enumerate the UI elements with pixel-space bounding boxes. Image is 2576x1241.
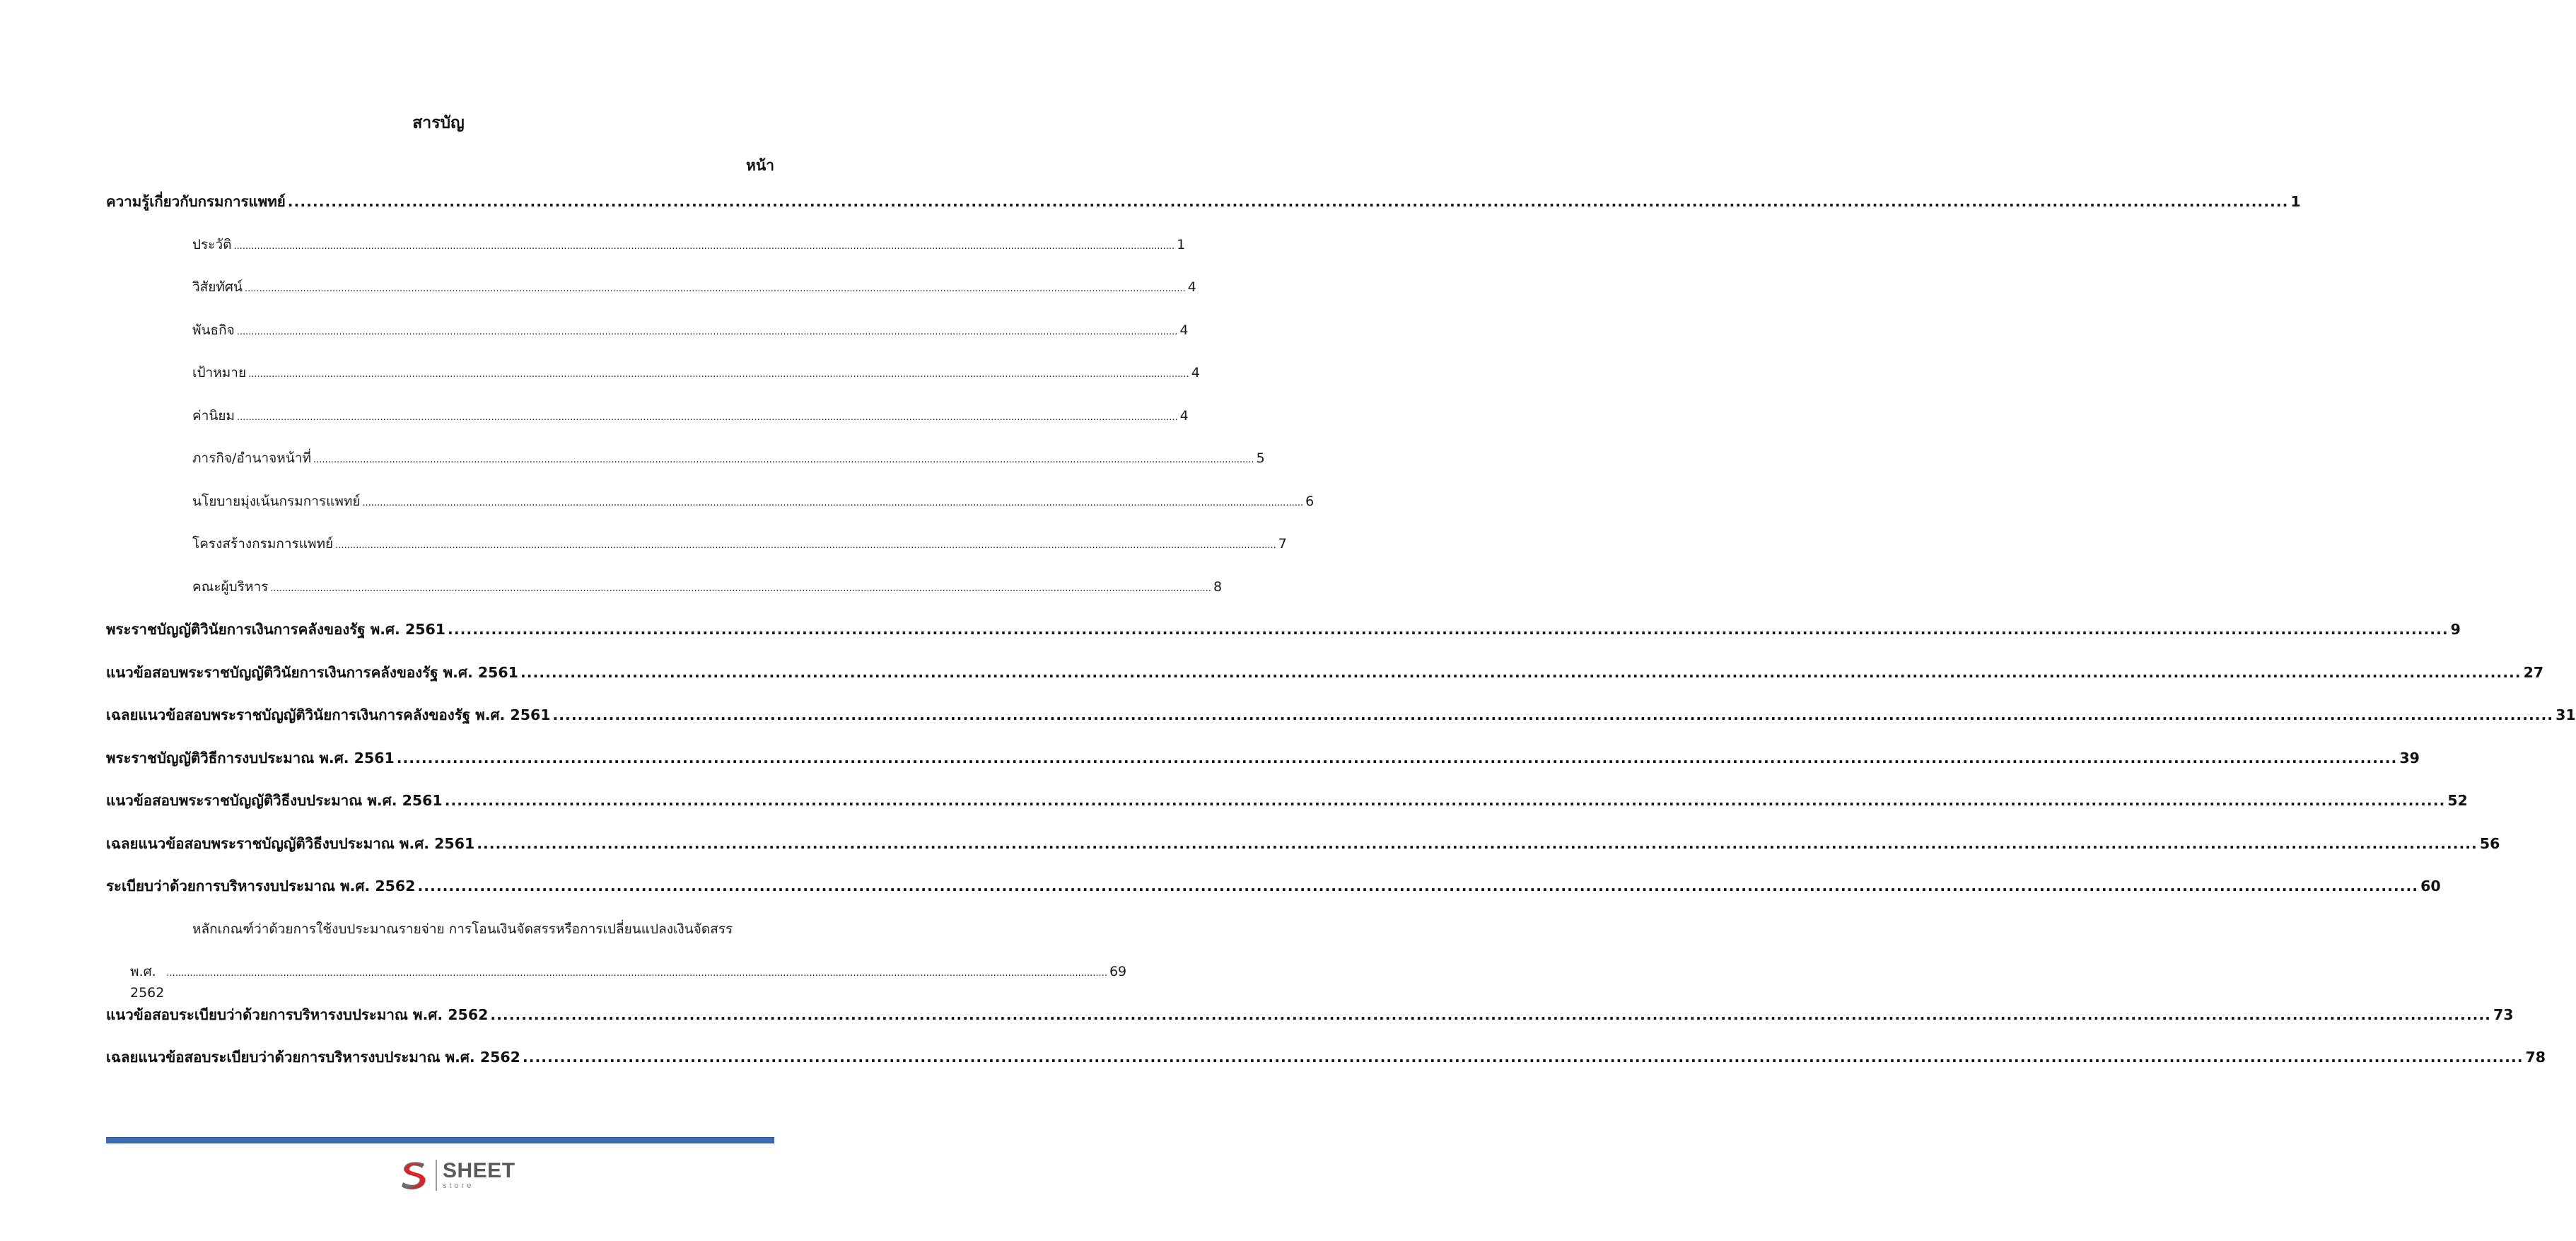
toc-entry[interactable] (106, 704, 2576, 747)
toc-entry-label-line2: พ.ศ. 2562 (130, 964, 165, 1001)
sheet-store-logo-icon (397, 1158, 431, 1192)
toc-subentry-wrapped[interactable] (106, 919, 1127, 1004)
toc-entry[interactable] (106, 662, 2544, 705)
toc-entry-page: 1 (1177, 236, 1186, 252)
toc-entry-label: วิสัยทัศน์ (192, 279, 243, 295)
toc-entry-label: ค่านิยม (192, 407, 235, 424)
toc-entry-page: 4 (1179, 322, 1189, 338)
toc-entry[interactable] (106, 191, 2301, 234)
dot-leader: .................................................................................................................................................................................................................................................................................................................................. (362, 497, 1304, 508)
toc-entry-label: พระราชบัญญัติวินัยการเงินการคลังของรัฐ พ.ศ. 2561 (106, 621, 446, 638)
dot-leader: .................................................................................................................................................................................................................................................................................................................................. (313, 455, 1254, 465)
table-of-contents (106, 191, 2576, 1090)
toc-subentry[interactable] (106, 362, 1200, 405)
toc-entry-label: คณะผู้บริหาร (192, 578, 269, 595)
toc-entry-label: พระราชบัญญัติวิธีการงบประมาณ พ.ศ. 2561 (106, 749, 395, 767)
toc-entry[interactable] (106, 1004, 2514, 1047)
toc-entry-page: 56 (2479, 834, 2500, 852)
toc-entry-page: 73 (2493, 1006, 2514, 1023)
dot-leader: .................................................................................................................................................................................................................................................................................................................................. (396, 749, 2398, 767)
toc-entry-page: 7 (1278, 536, 1287, 552)
dot-leader: .................................................................................................................................................................................................................................................................................................................................. (520, 663, 2522, 681)
toc-entry[interactable] (106, 747, 2420, 791)
page-title: สารบัญ (412, 114, 465, 132)
toc-entry-page: 78 (2525, 1049, 2546, 1066)
toc-entry-label: แนวข้อสอบพระราชบัญญัติวิธีงบประมาณ พ.ศ. 2561 (106, 792, 443, 809)
toc-subentry[interactable] (106, 320, 1189, 363)
toc-entry-page: 52 (2447, 792, 2468, 809)
footer-divider (106, 1137, 774, 1143)
logo-main-text: SHEET (443, 1159, 515, 1182)
dot-leader: .................................................................................................................................................................................................................................................................................................................................. (166, 968, 1107, 979)
toc-entry-label-line1: หลักเกณฑ์ว่าด้วยการใช้งบประมาณรายจ่าย การโอนเงินจัดสรรหรือการเปลี่ยนแปลงเงินจัดสรร (192, 921, 733, 937)
toc-entry-page: 5 (1256, 450, 1265, 466)
dot-leader: .................................................................................................................................................................................................................................................................................................................................. (552, 706, 2554, 723)
toc-entry-label: พันธกิจ (192, 322, 235, 338)
toc-entry-label: ระเบียบว่าด้วยการบริหารงบประมาณ พ.ศ. 2562 (106, 878, 416, 895)
dot-leader: .................................................................................................................................................................................................................................................................................................................................. (233, 240, 1175, 252)
toc-entry-page: 9 (2450, 621, 2461, 638)
toc-entry-page: 60 (2420, 878, 2441, 895)
logo-separator (436, 1160, 437, 1191)
toc-subentry[interactable] (106, 576, 1223, 619)
logo-wordmark (443, 1160, 515, 1190)
toc-entry[interactable] (106, 875, 2441, 919)
dot-leader: .................................................................................................................................................................................................................................................................................................................................. (477, 834, 2478, 852)
dot-leader: .................................................................................................................................................................................................................................................................................................................................. (444, 792, 2446, 809)
toc-entry-label: แนวข้อสอบระเบียบว่าด้วยการบริหารงบประมาณ พ.ศ. 2562 (106, 1006, 489, 1023)
toc-subentry[interactable] (106, 276, 1196, 320)
dot-leader: .................................................................................................................................................................................................................................................................................................................................. (270, 583, 1211, 594)
toc-entry-page: 6 (1305, 493, 1315, 509)
toc-entry[interactable] (106, 790, 2468, 833)
dot-leader: .................................................................................................................................................................................................................................................................................................................................. (417, 878, 2419, 895)
toc-entry-label: ความรู้เกี่ยวกับกรมการแพทย์ (106, 193, 286, 210)
dot-leader: .................................................................................................................................................................................................................................................................................................................................. (490, 1006, 2491, 1023)
toc-entry-label: นโยบายมุ่งเน้นกรมการแพทย์ (192, 493, 361, 509)
toc-entry-page: 1 (2290, 193, 2301, 210)
toc-subentry[interactable] (106, 234, 1186, 277)
toc-entry-label: เป้าหมาย (192, 365, 247, 380)
toc-entry-page: 31 (2555, 706, 2576, 723)
toc-subentry[interactable] (106, 405, 1189, 448)
dot-leader: .................................................................................................................................................................................................................................................................................................................................. (244, 284, 1186, 294)
toc-entry[interactable] (106, 833, 2500, 876)
dot-leader: .................................................................................................................................................................................................................................................................................................................................. (448, 621, 2449, 638)
toc-subentry[interactable] (106, 491, 1315, 534)
toc-entry[interactable] (106, 1047, 2546, 1090)
toc-entry-page: 4 (1187, 279, 1196, 295)
dot-leader: .................................................................................................................................................................................................................................................................................................................................. (237, 412, 1178, 423)
dot-leader: .................................................................................................................................................................................................................................................................................................................................. (335, 540, 1276, 551)
toc-entry-page: 39 (2399, 749, 2420, 767)
toc-entry-line2 (106, 961, 1127, 1004)
logo-sub-text: store (443, 1182, 474, 1190)
toc-entry-label: แนวข้อสอบพระราชบัญญัติวินัยการเงินการคลังของรัฐ พ.ศ. 2561 (106, 663, 518, 681)
toc-entry-page: 69 (1109, 964, 1127, 979)
dot-leader: .................................................................................................................................................................................................................................................................................................................................. (287, 193, 2289, 210)
toc-entry-label: ภารกิจ/อำนาจหน้าที่ (192, 450, 312, 466)
toc-subentry[interactable] (106, 448, 1265, 491)
toc-entry-label: เฉลยแนวข้อสอบระเบียบว่าด้วยการบริหารงบประมาณ พ.ศ. 2562 (106, 1049, 520, 1066)
toc-entry-page: 8 (1213, 578, 1223, 595)
dot-leader: .................................................................................................................................................................................................................................................................................................................................. (236, 326, 1178, 337)
dot-leader: .................................................................................................................................................................................................................................................................................................................................. (248, 369, 1189, 380)
toc-entry-page: 27 (2523, 663, 2544, 681)
toc-entry-page: 4 (1191, 365, 1200, 380)
dot-leader: .................................................................................................................................................................................................................................................................................................................................. (522, 1049, 2524, 1066)
toc-entry-label: ประวัติ (192, 236, 232, 252)
page-column-header: หน้า (746, 157, 774, 174)
toc-entry-label: เฉลยแนวข้อสอบพระราชบัญญัติวิธีงบประมาณ พ.ศ. 2561 (106, 834, 475, 852)
toc-entry-label: โครงสร้างกรมการแพทย์ (192, 536, 334, 552)
toc-entry[interactable] (106, 619, 2461, 662)
sheet-store-logo (397, 1155, 518, 1195)
toc-subentry[interactable] (106, 533, 1287, 576)
toc-entry-label: เฉลยแนวข้อสอบพระราชบัญญัติวินัยการเงินการคลังของรัฐ พ.ศ. 2561 (106, 706, 551, 723)
toc-entry-page: 4 (1179, 407, 1189, 424)
